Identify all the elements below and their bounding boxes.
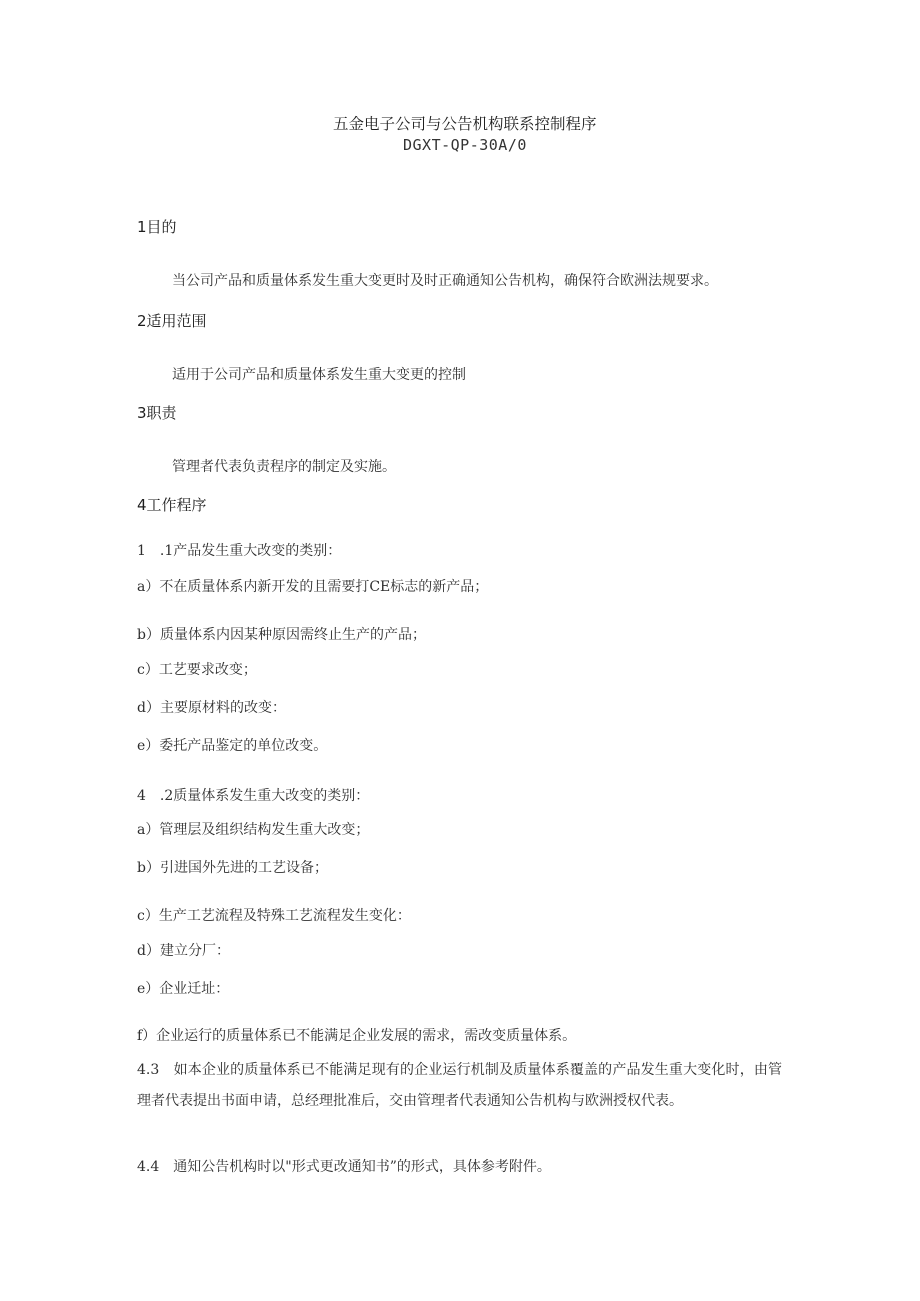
list-item: d）主要原材料的改变： (137, 700, 286, 716)
list-item: b）引进国外先进的工艺设备； (137, 860, 328, 876)
section-text-purpose: 当公司产品和质量体系发生重大变更时及时正确通知公告机构，确保符合欧洲法规要求。 (172, 273, 718, 289)
section-heading-responsibility: 3职责 (137, 404, 177, 422)
list-item: d）建立分厂： (137, 943, 230, 959)
list-item: e）委托产品鉴定的单位改变。 (137, 738, 328, 754)
list-item: c）工艺要求改变； (137, 662, 257, 678)
document-code: DGXT-QP-30A/0 (403, 136, 527, 154)
section-heading-scope: 2适用范围 (137, 312, 207, 330)
section-text-scope: 适用于公司产品和质量体系发生重大变更的控制 (172, 367, 466, 383)
document-title: 五金电子公司与公告机构联系控制程序 (333, 115, 597, 133)
section-heading-purpose: 1目的 (137, 218, 177, 236)
list-item: e）企业迁址： (137, 981, 230, 997)
list-item: b）质量体系内因某种原因需终止生产的产品； (137, 627, 426, 643)
list-item: a）管理层及组织结构发生重大改变； (137, 822, 370, 838)
subsection-heading-product-changes: 1 .1产品发生重大改变的类别： (137, 543, 342, 559)
subsection-heading-quality-system-changes: 4 .2质量体系发生重大改变的类别： (137, 788, 370, 804)
list-item: c）生产工艺流程及特殊工艺流程发生变化： (137, 908, 411, 924)
paragraph-4-3: 4.3 如本企业的质量体系已不能满足现有的企业运行机制及质量体系覆盖的产品发生重大变化时，由管理者代表提出书面申请，总经理批准后，交由管理者代表通知公告机构与欧洲授权代表。 (137, 1062, 782, 1109)
section-text-responsibility: 管理者代表负责程序的制定及实施。 (172, 459, 396, 475)
list-item: f）企业运行的质量体系已不能满足企业发展的需求，需改变质量体系。 (137, 1028, 577, 1044)
paragraph-4-4: 4.4 通知公告机构时以"形式更改通知书”的形式，具体参考附件。 (137, 1159, 551, 1175)
section-heading-procedure: 4工作程序 (137, 496, 207, 514)
list-item: a）不在质量体系内新开发的且需要打CE标志的新产品； (137, 579, 489, 595)
